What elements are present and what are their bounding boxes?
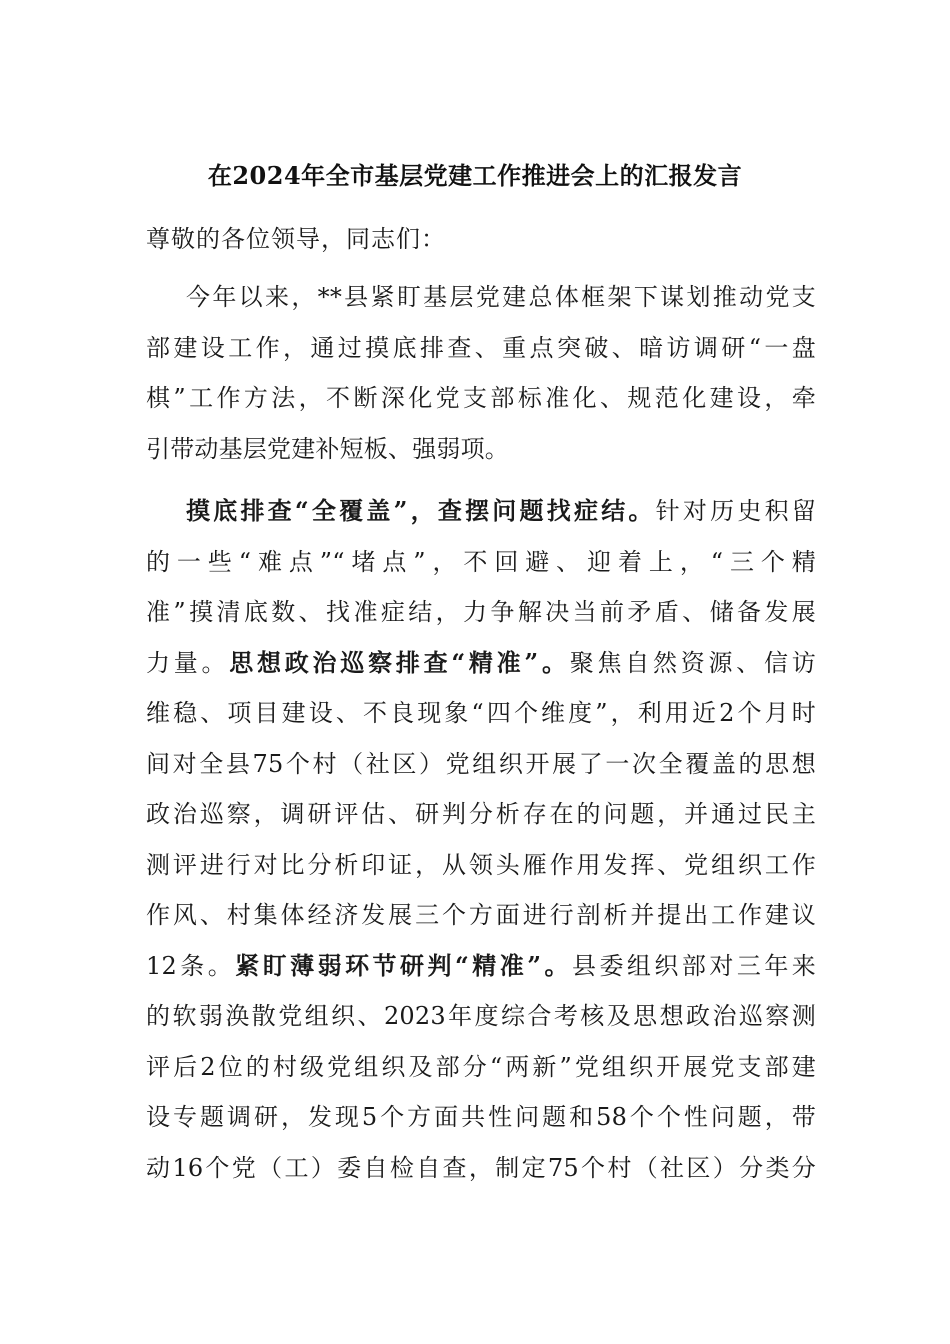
section1-line: 测评进行对比分析印证，从领头雁作用发挥、党组织工作 [146, 850, 816, 879]
section1-line [146, 638, 816, 689]
section1-line: 间对全县75个村（社区）党组织开展了一次全覆盖的思想 [146, 749, 816, 778]
section1-line: 的一些“难点”“堵点”，不回避、迎着上，“三个精 [146, 547, 816, 576]
subsection-heading-1: 思想政治巡察排查“精准”。 [229, 647, 570, 677]
section1-line: 作风、村集体经济发展三个方面进行剖析并提出工作建议 [146, 901, 816, 929]
subsection-heading-2: 紧盯薄弱环节研判“精准”。 [235, 950, 572, 980]
section1-text: 12条。 [146, 951, 236, 980]
section1-line: 的软弱涣散党组织、2023年度综合考核及思想政治巡察测 [146, 1002, 816, 1030]
section1-line: 准”摸清底数、找准症结，力争解决当前矛盾、储备发展 [146, 598, 816, 626]
section1-line: 设专题调研，发现5个方面共性问题和58个个性问题，带 [146, 1103, 816, 1131]
section1-line [146, 486, 816, 537]
intro-line: 引带动基层党建补短板、强弱项。 [146, 434, 509, 463]
section1-text: 针对历史积留 [655, 497, 816, 525]
section1-line [146, 941, 816, 992]
intro-paragraph [146, 272, 816, 474]
section1-text: 县委组织部对三年来 [571, 951, 816, 980]
section1-text: 聚焦自然资源、信访 [569, 648, 816, 677]
intro-line: 棋”工作方法，不断深化党支部标准化、规范化建设，牵 [146, 384, 816, 412]
intro-line: 部建设工作，通过摸底排查、重点突破、暗访调研“一盘 [146, 333, 816, 362]
section1-text: 力量。 [146, 648, 230, 677]
document-title: 在2024年全市基层党建工作推进会上的汇报发言 [207, 161, 743, 190]
salutation: 尊敬的各位领导，同志们： [146, 225, 446, 253]
section1-line: 政治巡察，调研评估、研判分析存在的问题，并通过民主 [146, 800, 816, 828]
section1-heading: 摸底排查“全覆盖”，查摆问题找症结。 [186, 496, 656, 525]
section1-line: 维稳、项目建设、不良现象“四个维度”，利用近2个月时 [146, 699, 816, 727]
section1-line: 评后2位的村级党组织及部分“两新”党组织开展党支部建 [146, 1052, 816, 1081]
section1-line: 动16个党（工）委自检自查，制定75个村（社区）分类分 [146, 1153, 816, 1182]
intro-line: 今年以来，**县紧盯基层党建总体框架下谋划推动党支 [186, 283, 816, 311]
section1-paragraph [146, 486, 816, 1193]
